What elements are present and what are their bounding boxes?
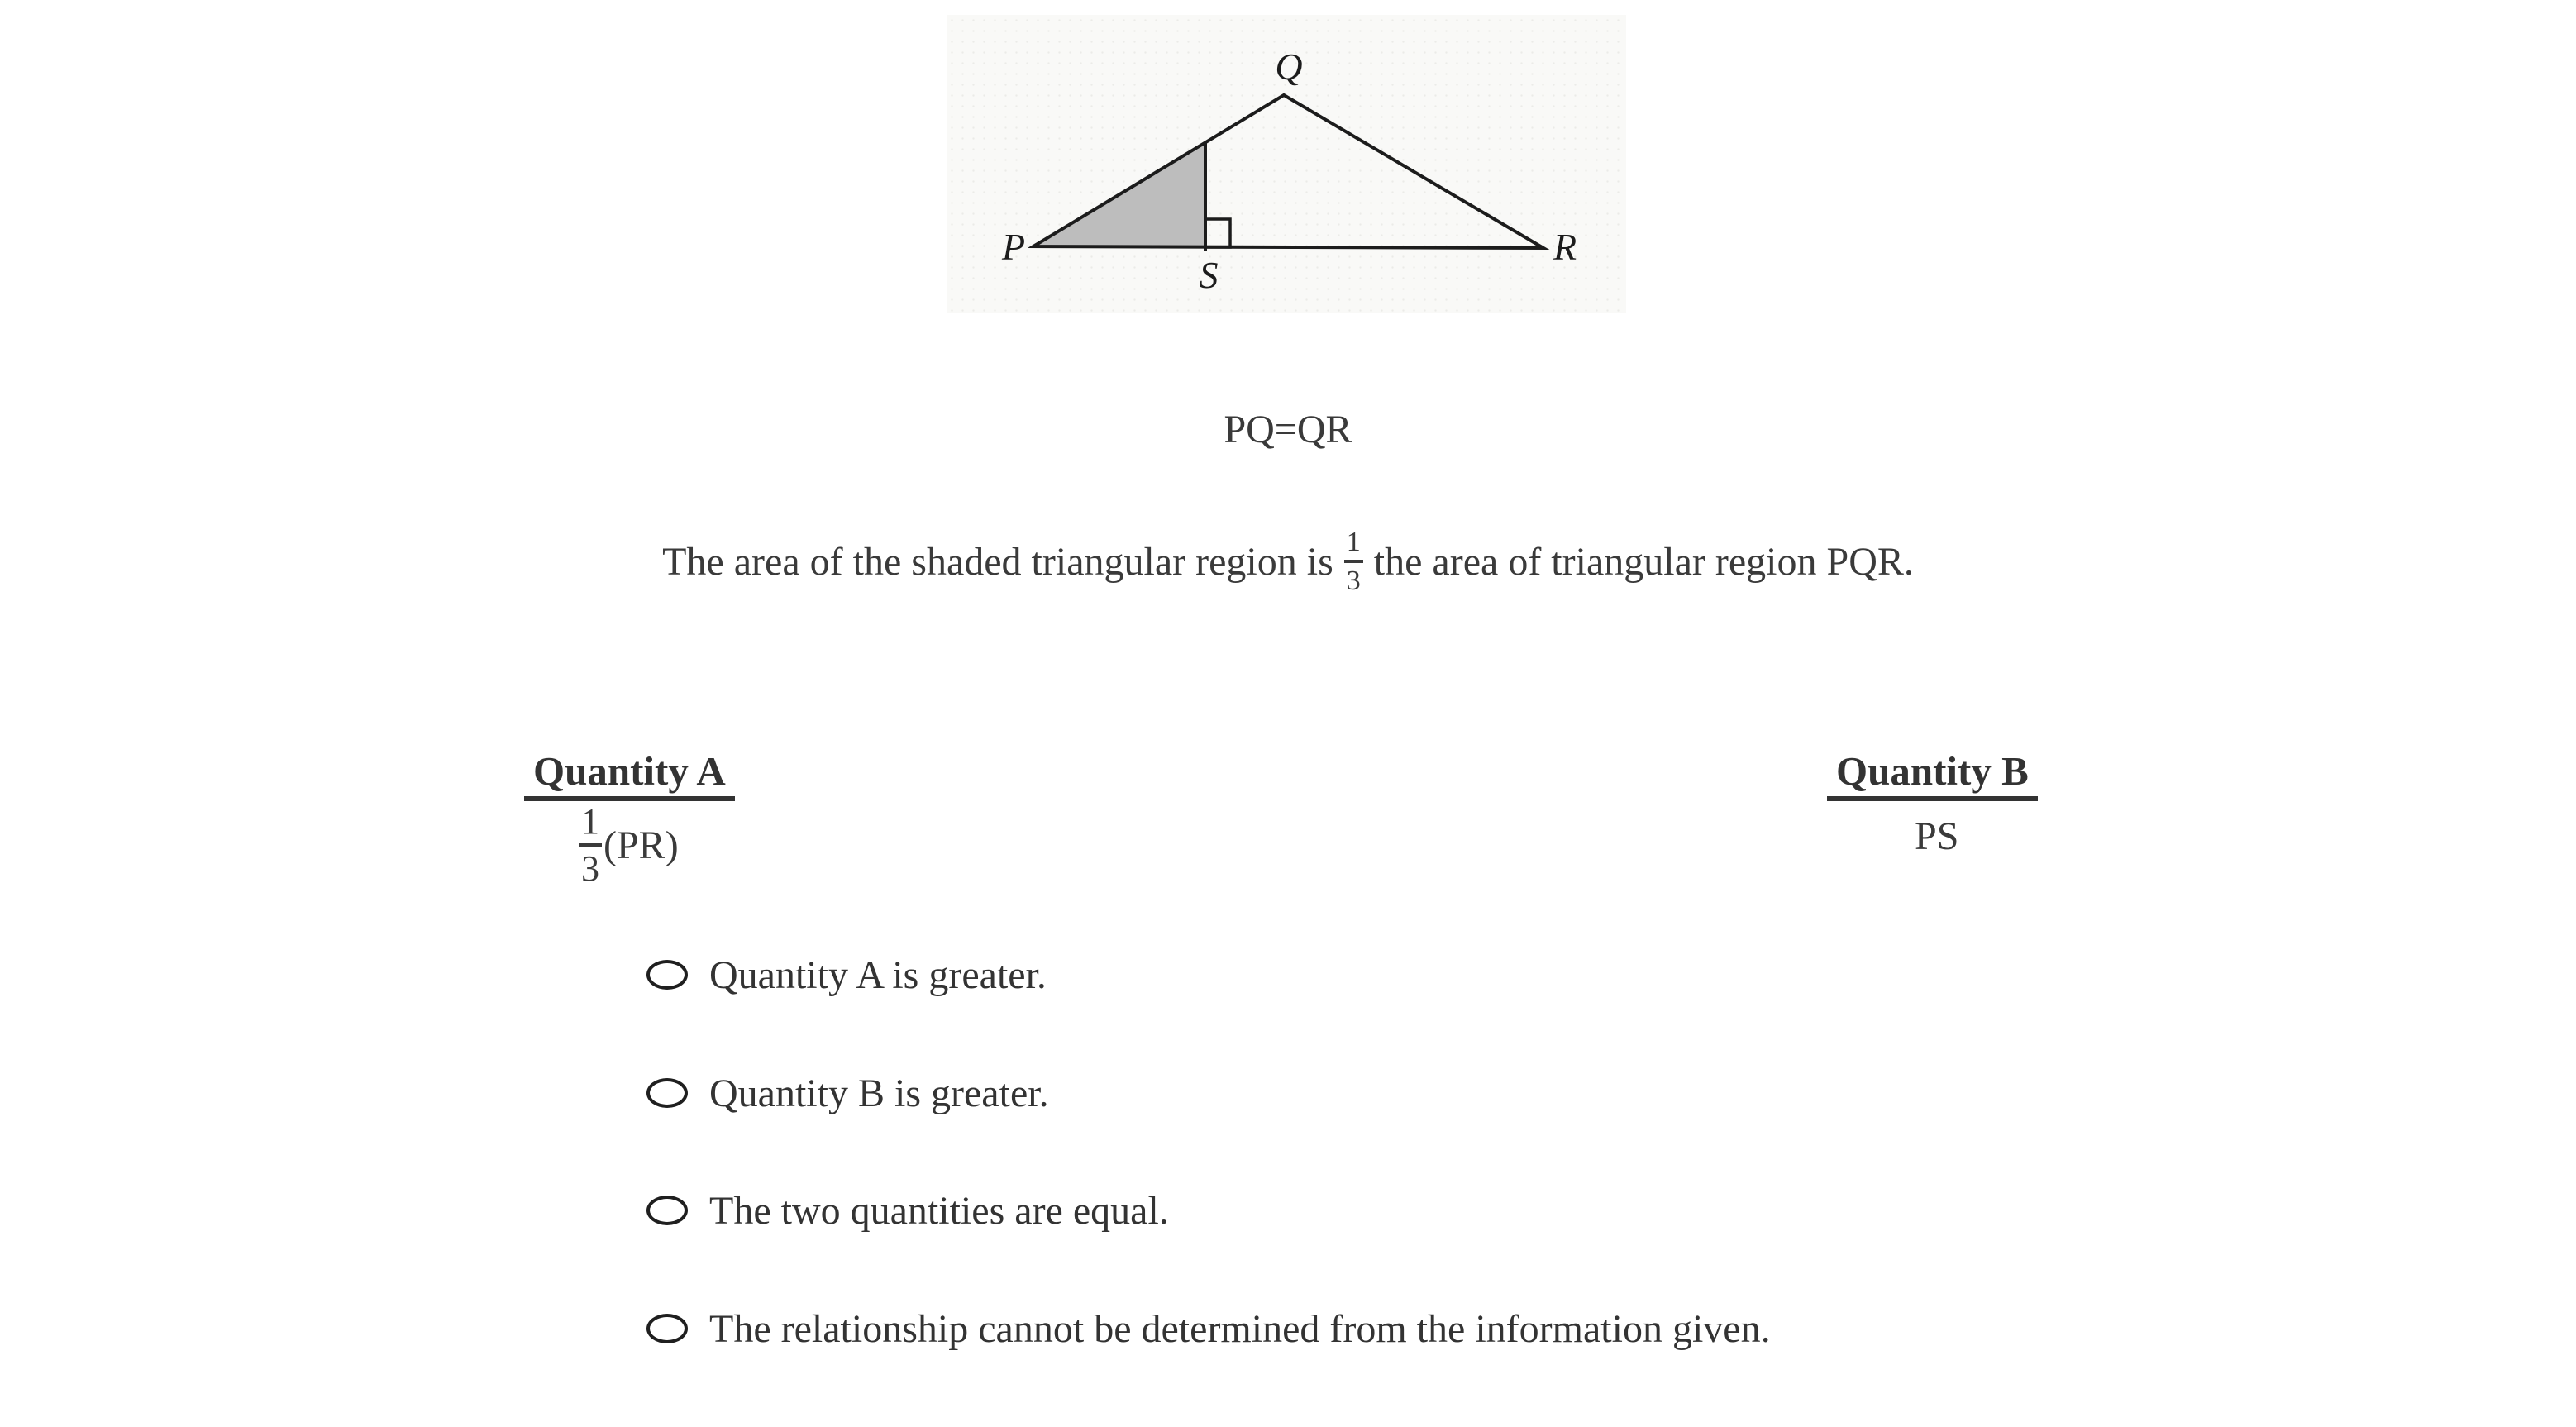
quantity-a-fraction-denominator: 3	[579, 843, 602, 887]
statement-text-after: the area of triangular region PQR.	[1373, 539, 1914, 584]
statement-text-before: The area of the shaded triangular region is	[662, 539, 1333, 584]
fraction-numerator: 1	[1346, 526, 1361, 557]
quantity-b-value: PS	[1915, 814, 1959, 858]
quantity-a-fraction	[579, 801, 602, 889]
quantity-b-header	[1827, 747, 2038, 801]
answer-option-c[interactable]	[646, 1183, 1169, 1238]
quantity-b-header-label: Quantity B	[1827, 747, 2038, 801]
vertex-label-p: P	[1001, 226, 1026, 268]
problem-statement	[0, 524, 2576, 599]
statement-fraction	[1344, 528, 1363, 595]
fraction-denominator: 3	[1344, 560, 1363, 595]
right-angle-marker-icon	[1205, 219, 1230, 247]
quantity-a-fraction-numerator: 1	[581, 801, 599, 842]
radio-button-option-b[interactable]	[646, 1078, 688, 1108]
radio-button-option-d[interactable]	[646, 1314, 688, 1343]
given-equation: PQ=QR	[1224, 408, 1352, 451]
answer-option-b[interactable]	[646, 1066, 1049, 1120]
answer-option-c-label[interactable]: The two quantities are equal.	[709, 1188, 1169, 1233]
answer-option-d-label[interactable]: The relationship cannot be determined from the information given.	[709, 1306, 1771, 1351]
vertex-label-r: R	[1553, 226, 1577, 268]
figure-image	[947, 15, 1626, 313]
quantity-a-header	[524, 747, 735, 801]
answer-option-a[interactable]	[646, 947, 1047, 1002]
vertex-label-q: Q	[1275, 45, 1303, 88]
quantity-a-value	[579, 801, 679, 889]
radio-button-option-a[interactable]	[646, 960, 688, 990]
answer-option-d[interactable]	[646, 1301, 1771, 1356]
answer-option-a-label[interactable]: Quantity A is greater.	[709, 952, 1047, 997]
radio-button-option-c[interactable]	[646, 1196, 688, 1225]
vertex-label-s: S	[1199, 254, 1219, 296]
quantity-a-header-label: Quantity A	[524, 747, 735, 801]
answer-option-b-label[interactable]: Quantity B is greater.	[709, 1071, 1049, 1115]
triangle-diagram	[947, 15, 1626, 313]
quantity-a-expression: (PR)	[603, 823, 679, 867]
